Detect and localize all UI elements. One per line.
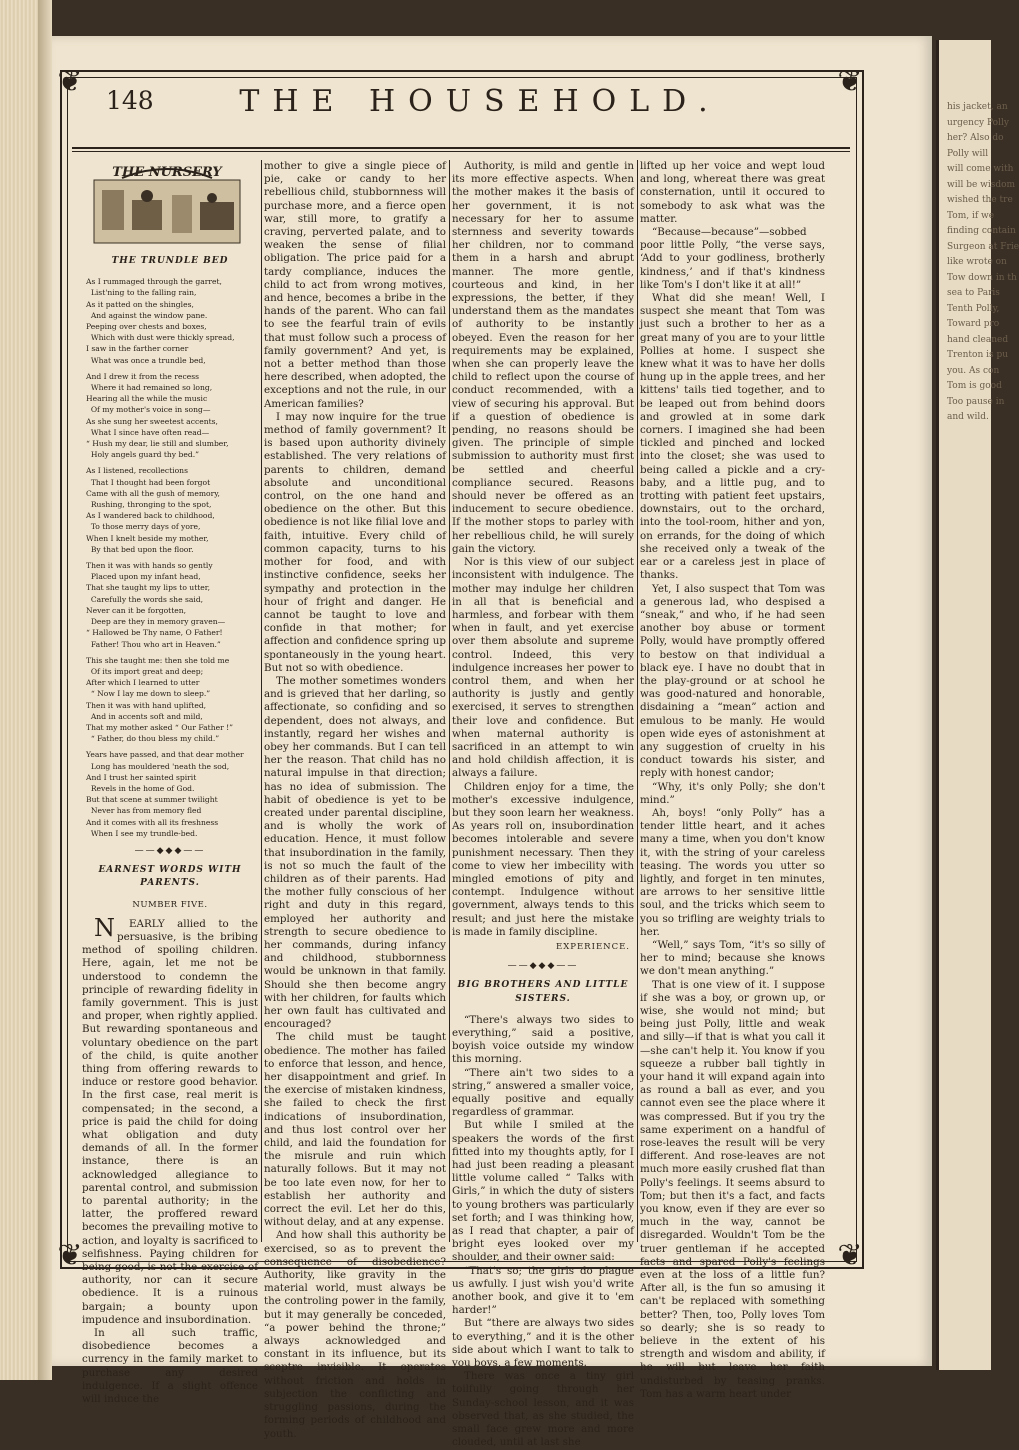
poem-line: When I knelt beside my mother, [86, 533, 209, 543]
poem-line: Deep are they in memory graven— [86, 617, 226, 627]
paragraph: The mother sometimes wonders and is grieved that her darling, so affectionate, so confiding and so dependent, does not always, and instantly, regard her wishes and obey her commands. But I can tell her the reason. That child has no natural impulse in that direction; has no idea of submission. The habit of obedience is yet to be created under parental discipline, and is wholly the work of education. Hence, it must follow that insubordination in the family, is not so much the fault of the children as of their parents. Had the mother fully conscious of her right and duty in this regard, employed her authority and strength to secure obedience to her commands, during infancy and childhood, stubbornness would be unknown in that family. Should she then become angry with her children, for faults which her own fault has cultivated and encouraged? [264, 674, 446, 1031]
poem-line: Then it was with hands so gently [86, 561, 213, 571]
poem-line: Then it was with hand uplifted, [86, 700, 207, 710]
poem-line: As I rummaged through the garret, [86, 277, 222, 287]
poem-stanza [86, 276, 258, 366]
paragraph: lifted up her voice and wept loud and long, whereat there was great consternation, until it occured to somebody to ask what was the matter. [640, 160, 825, 225]
poem-line: As it patted on the shingles, [86, 299, 194, 309]
poem-line: Rushing, thronging to the spot, [86, 500, 212, 510]
poem-stanza [86, 371, 258, 461]
adjacent-page-line: will come with [947, 164, 1014, 174]
article-title-big-brothers: BIG BROTHERS AND LITTLE SISTERS. [457, 980, 629, 1004]
adjacent-page-line: Polly will [947, 148, 989, 159]
adjacent-page-line: urgency Polly [947, 117, 1009, 128]
poem-line: After which I learned to utter [86, 678, 200, 688]
ornament-divider: ——◆◆◆—— [507, 961, 579, 972]
poem-line: Carefully the words she said, [86, 594, 204, 604]
paragraph: Ah, boys! “only Polly” has a tender little heart, and it aches many a time, when you don't know it, with the string of your careless teasing. The words you utter so lightly, and forget in ten minutes, are arrows to her sensitive little soul, and the tricks which seem to you so trifling are weighty trials to her. [640, 806, 825, 938]
paragraph: In all such traffic, disobedience becomes a currency in the family market to purchase any desired indulgence. If a slight offence will induce the [82, 1327, 258, 1406]
ornament-divider: ——◆◆◆—— [134, 845, 206, 856]
column-2 [264, 160, 446, 1440]
adjacent-page-line: and wild. [947, 412, 989, 422]
paragraph: But while I smiled at the speakers the words of the first fitted into my thoughts aptly, for I had just been reading a pleasant little volume called “ Talks with Girls,” in which the duty of sisters to young brothers was particularly set forth; and I was thinking how, as I read that chapter, a pair of bright eyes looked over my shoulder, and their owner said: [452, 1119, 634, 1264]
adjacent-page-line: will be wisdom [947, 179, 1016, 190]
paragraph: “Because—because”—sobbed poor little Polly, “the verse says, ‘Add to your godliness, brotherly kindness,’ and if that's kindness like Tom's I don't like it at all!” [640, 226, 825, 291]
poem-line: I saw in the farther corner [86, 344, 189, 354]
adjacent-page-line: sea to Paris [947, 288, 1000, 298]
poem-line: And I trust her sainted spirit [86, 772, 197, 782]
adjacent-page-line: like wrote on [947, 257, 1007, 267]
book-page-edges [0, 0, 38, 1380]
adjacent-page-line: Too pause in [947, 396, 1005, 407]
column-1 [82, 160, 258, 1406]
corner-ornament-bottom-right: ❦ [837, 1238, 863, 1273]
poem-line: Came with all the gush of memory, [86, 488, 220, 498]
spine-shadow [38, 0, 52, 1380]
poem-line: “ Father, do thou bless my child.” [86, 734, 220, 744]
poem-line: That my mother asked “ Our Father !” [86, 722, 234, 732]
paragraph: I may now inquire for the true method of family government? It is based upon authority divinely established. The very relations of parents to children, demand absolute and unconditional control, on the one hand and obedience on the other. But this obedience is not like filial love and faith, intuitive. Every child of common capacity, turns to his mother for food, and with instinctive confidence, seeks her sympathy and protection in the hour of fright and danger. He cannot be taught to love and confide in that mother; for affection and confidence spring up spontaneously in the young heart. But not so with obedience. [264, 410, 446, 674]
poem-line: Years have passed, and that dear mother [86, 750, 244, 760]
poem-line: And I drew it from the recess [86, 371, 199, 381]
adjacent-page-line: her? Also do [947, 133, 1004, 143]
adjacent-page-line: Tenth Polly, [947, 303, 1000, 314]
poem-line: Placed upon my infant head, [86, 572, 201, 582]
paragraph: Authority, is mild and gentle in its more effective aspects. When the mother makes it the basis of her government, it is not necessary for her to assume sternness and severity towards her children, nor to command them in a harsh and abrupt manner. The more gentle, courteous and kind, in her expressions, the better, if they understand them as the mandates of authority to be instantly obeyed. Even the reason for her requirements may be explained, when she can properly leave the child to reflect upon the course of conduct recommended, with a view of securing his approval. But if a question of obedience is pending, no reasons should be given. The principle of simple submission to authority must first be settled and cheerful compliance secured. Reasons should never be offered as an inducement to secure obedience. If the mother stops to parley with her rebellious child, he will surely gain the victory. [452, 160, 634, 555]
poem-line: As she sung her sweetest accents, [86, 416, 218, 426]
paragraph: That is one view of it. I suppose if she was a boy, or grown up, or wise, she would not mind; but being just Polly, little and weak and silly—if that is what you call it—she can't help it. You know if you squeeze a rubber ball tightly in your hand it will expand again into as round a ball as ever, and you cannot even see the place where it was compressed. But if you try the same experiment on a handful of rose-leaves the result will be very different. And rose-leaves are not much more easily crushed flat than Polly's feelings. It seems absurd to Tom; but then it's a fact, and facts you know, even if they are ever so much in the way, cannot be disregarded. Wouldn't Tom be the truer gentleman if he accepted facts and spared Polly's feelings even at the loss of a little fun? After all, is the fun so amusing it can't be replaced with something better? Then, too, Polly loves Tom so dearly; she is so ready to believe in the extent of his strength and wisdom and ability, if he will but leave her faith undisturbed by teasing pranks. Tom has a warm heart under [640, 978, 825, 1400]
adjacent-page-line: Toward pro [947, 319, 1000, 329]
poem-line: Hearing all the while the music [86, 394, 208, 404]
corner-ornament-top-left: ❦ [57, 64, 83, 99]
poem-stanza [86, 655, 258, 745]
adjacent-page-line: wished the tre [947, 195, 1013, 205]
paragraph: What did she mean! Well, I suspect she meant that Tom was just such a brother to her as a great many of you are to your little Pollies at home. I suspect she knew what it was to have her dolls hung up in the apple trees, and her kittens' tails tied together, and to be leaped out from behind doors and growled at in some dark corners. I imagined she had been tickled and pinched and locked into the closet; she was used to being called a pickle and a cry-baby, and a little pug, and to trotting with patient feet upstairs, downstairs, out to the orchard, into the tool-room, hither and yon, on errands, for the doing of which she received only a tweak of the ear or a careless jest in place of thanks. [640, 292, 825, 582]
adjacent-page-line: hand cleaned [947, 334, 1009, 345]
column-rule-2 [449, 160, 450, 1242]
poem-line: As I wandered back to childhood, [86, 511, 215, 521]
nursery-banner-text: THE NURSERY [112, 165, 222, 180]
poem-line: Holy angels guard thy bed.” [86, 450, 200, 460]
poem-stanza [86, 465, 258, 555]
poem-line: Father! Thou who art in Heaven.” [86, 639, 221, 649]
adjacent-page-text [939, 40, 1019, 426]
paragraph: “That's so; the girls do plague us awfully. I just wish you'd write another book, and give it to 'em harder!” [452, 1264, 634, 1317]
poem-line: That she taught my lips to utter, [86, 583, 210, 593]
nursery-illustration [92, 160, 242, 245]
paragraph: Children enjoy for a time, the mother's excessive indulgence, but they soon learn her weakness. As years roll on, insubordination becomes intolerable and severe punishment necessary. Then they come to view her imbecility with mingled emotions of pity and contempt. Indulgence without government, always tends to this result; and just here the mistake is made in family discipline. [452, 780, 634, 938]
poem-title: THE TRUNDLE BED [111, 256, 229, 266]
poem-line: Peeping over chests and boxes, [86, 322, 207, 332]
paragraph: But “there are always two sides to everything,” and it is the other side about which I want to talk to you boys, a few moments. [452, 1317, 634, 1370]
page-header [80, 82, 840, 132]
poem-line: Where it had remained so long, [86, 383, 213, 393]
page-number: 148 [106, 86, 154, 115]
paragraph: “Why, it's only Polly; she don't mind.” [640, 780, 825, 806]
adjacent-page-line: you. As con [947, 365, 1000, 376]
paragraph: mother to give a single piece of pie, cake or candy to her rebellious child, stubbornness will purchase more, and a fierce open war, still more, to gratify a craving, perverted palate, and to weaken the sense of filial obligation. The price paid for a tardy compliance, induces the child to act from wrong motives, and hence, becomes a bribe in the hands of the parent. Who can fail to see the fearful train of evils that must follow such a process of family government? And yet, is not a better method than those here described, when adopted, the exceptions and not the rule, in our American families? [264, 160, 446, 410]
poem-line: Never can it be forgotten, [86, 605, 187, 615]
column-4 [640, 160, 825, 1400]
poem-line: But that scene at summer twilight [86, 795, 218, 805]
poem-line: That I thought had been forgot [86, 477, 211, 487]
article-title-earnest-words: EARNEST WORDS WITH PARENTS. [98, 865, 242, 889]
poem-line: List'ning to the falling rain, [86, 288, 197, 298]
column-rule-3 [637, 160, 638, 1242]
poem-stanza [86, 560, 258, 650]
poem-line: And in accents soft and mild, [86, 711, 203, 721]
poem-line: And against the window pane. [86, 310, 208, 320]
paragraph: “Well,” says Tom, “it's so silly of her to mind; because she knows we don't mean anything.” [640, 938, 825, 978]
paragraph: Nor is this view of our subject inconsistent with indulgence. The mother may indulge her children in all that is beneficial and harmless, and forbear with them when in fault, and yet exercise over them absolute and supreme control. Indeed, this very indulgence increases her power to control them, and when her authority is justly and gently exercised, it serves to strengthen their love and confidence. But when maternal authority is sacrificed in an attempt to win and hold childish affection, it is always a failure. [452, 556, 634, 780]
poem-line: Revels in the home of God. [86, 783, 195, 793]
adjacent-page-line: Tow down in th [947, 272, 1017, 283]
article-subhead: NUMBER FIVE. [132, 899, 208, 910]
adjacent-page-line: Trenton is pu [947, 350, 1009, 360]
poem-line: Which with dust were thickly spread, [86, 333, 235, 343]
column-3 [452, 160, 634, 1449]
adjacent-page [936, 40, 1019, 1370]
corner-ornament-bottom-left: ❦ [57, 1238, 83, 1273]
paragraph: And how shall this authority be exercised, so as to prevent the consequence of disobedience? Authority, like gravity in the material world, must always be the controling power in the family, but it may generally be conceded, “a power behind the throne;” always acknowledged and constant in its influence, but its sceptre invisible. It operates without friction and holds in subjection the conflicting and struggling passions, during the forming periods of childhood and youth. [264, 1229, 446, 1440]
poem-line: “ Hush my dear, lie still and slumber, [86, 439, 229, 449]
adjacent-page-line: Surgeon at Frie [947, 241, 1019, 252]
poem-line: What was once a trundle bed, [86, 355, 206, 365]
poem-line: What I since have often read— [86, 427, 210, 437]
poem-stanza [86, 749, 258, 839]
article-signature: EXPERIENCE. [556, 941, 630, 952]
poem-line: When I see my trundle-bed. [86, 828, 198, 838]
header-rule [72, 147, 850, 152]
poem-line: Long has mouldered 'neath the sod, [86, 761, 230, 771]
adjacent-page-line: his jacket, an [947, 102, 1008, 112]
poem-line: To those merry days of yore, [86, 522, 201, 532]
poem-line: “ Hallowed be Thy name, O Father! [86, 628, 223, 638]
poem-line: Of its import great and deep; [86, 666, 204, 676]
adjacent-page-line: Tom is good [947, 381, 1002, 391]
masthead-title: THE HOUSEHOLD. [239, 84, 721, 119]
poem-line: And it comes with all its freshness [86, 817, 219, 827]
poem-line: This she taught me: then she told me [86, 655, 230, 665]
paragraph: There was once a tiny girl toilfully going through her Sunday-school lesson, and it was observed that, as she studied, the small face grew more and more clouded, until at last she [452, 1370, 634, 1449]
poem-line: As I listened, recollections [86, 466, 188, 476]
adjacent-page-line: Tom, if we [947, 210, 995, 221]
poem-line: By that bed upon the floor. [86, 544, 194, 554]
paragraph: “There's always two sides to everything,” said a positive, boyish voice outside my window this morning. [452, 1013, 634, 1066]
paragraph: NEARLY allied to the persuasive, is the bribing method of spoiling children. Here, again, let me not be understood to condemn the principle of rewarding fidelity in family government. This is just and proper, when rightly applied. But rewarding spontaneous and voluntary obedience on the part of the child, is quite another thing from offering rewards to induce or restore good behavior. In the first case, real merit is compensated; in the second, a price is paid the child for doing what obligation and duty demands of all. In the former instance, there is an acknowledged allegiance to parental control, and submission to parental authority; in the latter, the proffered reward becomes the prevailing motive to action, and loyalty is sacrificed to selfishness. Paying children for being good, is not the exercise of authority, nor can it secure obedience. It is a ruinous bargain; a bounty upon impudence and insubordination. [82, 913, 258, 1326]
poem-line: Of my mother's voice in song— [86, 405, 211, 415]
poem-line: “ Now I lay me down to sleep.” [86, 689, 211, 699]
paragraph: Yet, I also suspect that Tom was a generous lad, who despised a “sneak,” and who, if he had seen another boy abuse or torment Polly, would have promptly offered to bestow on that individual a black eye. I have no doubt that in the play-ground or at school he was good-natured and honorable, disdaining a “mean” action and emulous to be manly. He would open wide eyes of astonishment at any suggestion of cruelty in his conduct towards his sister, and reply with honest candor; [640, 582, 825, 780]
poem [86, 276, 258, 839]
corner-ornament-top-right: ❦ [837, 64, 863, 99]
paragraph: “There ain't two sides to a string,” answered a smaller voice, equally positive and equally regardless of grammar. [452, 1066, 634, 1119]
adjacent-page-line: finding contain [947, 226, 1016, 236]
column-rule-1 [261, 160, 262, 1242]
paragraph: The child must be taught obedience. The mother has failed to enforce that lesson, and hence, her disappointment and grief. In the exercise of mistaken kindness, she failed to check the first indications of insubordination, and thus lost control over her child, and laid the foundation for the misrule and ruin which naturally follows. But it may not be too late even now, for her to establish her authority and correct the evil. Let her do this, without delay, and at any expense. [264, 1031, 446, 1229]
poem-line: Never has from memory fled [86, 806, 202, 816]
